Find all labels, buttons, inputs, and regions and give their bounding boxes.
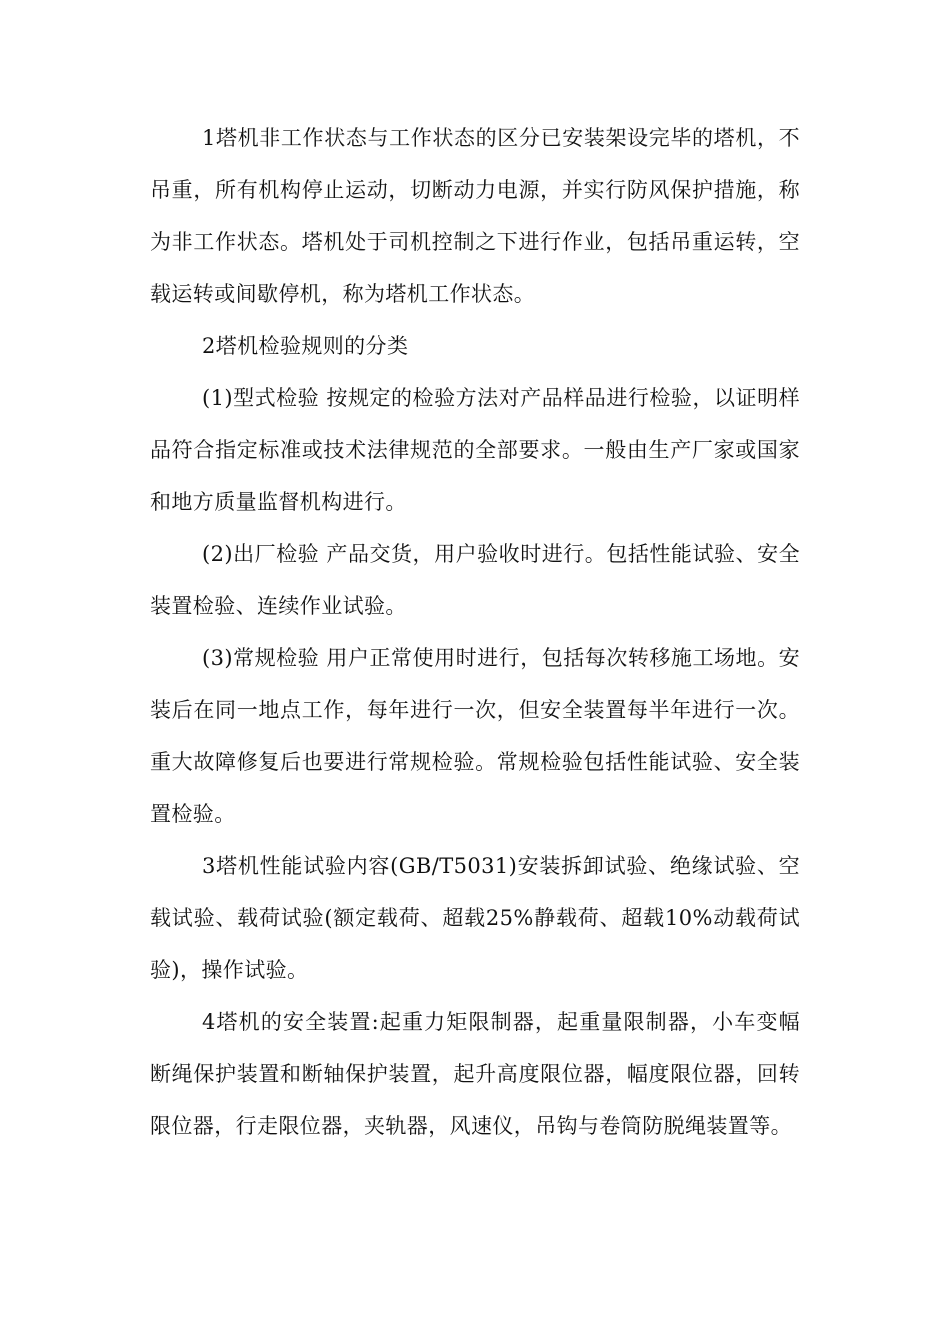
paragraph-2: 2塔机检验规则的分类: [202, 334, 409, 358]
paragraph-5: (3)常规检验 用户正常使用时进行，包括每次转移施工场地。安装后在同一地点工作，每年进行一次，但安全装置每半年进行一次。重大故障修复后也要进行常规检验。常规检验包括性能试验、安全装置检验。: [150, 646, 800, 826]
paragraph-4: (2)出厂检验 产品交货，用户验收时进行。包括性能试验、安全装置检验、连续作业试验。: [150, 542, 800, 618]
paragraph-7: 4塔机的安全装置:起重力矩限制器，起重量限制器，小车变幅断绳保护装置和断轴保护装置，起升高度限位器，幅度限位器，回转限位器，行走限位器，夹轨器，风速仪，吊钩与卷筒防脱绳装置等。: [150, 1010, 800, 1138]
document-body: [150, 112, 800, 1152]
paragraph-1: 1塔机非工作状态与工作状态的区分已安装架设完毕的塔机，不吊重，所有机构停止运动，切断动力电源，并实行防风保护措施，称为非工作状态。塔机处于司机控制之下进行作业，包括吊重运转，空载运转或间歇停机，称为塔机工作状态。: [150, 126, 800, 306]
paragraph-6: 3塔机性能试验内容(GB/T5031)安装拆卸试验、绝缘试验、空载试验、载荷试验(额定载荷、超载25%静载荷、超载10%动载荷试验)，操作试验。: [150, 854, 800, 982]
paragraph-3: (1)型式检验 按规定的检验方法对产品样品进行检验，以证明样品符合指定标准或技术法律规范的全部要求。一般由生产厂家或国家和地方质量监督机构进行。: [150, 386, 800, 514]
